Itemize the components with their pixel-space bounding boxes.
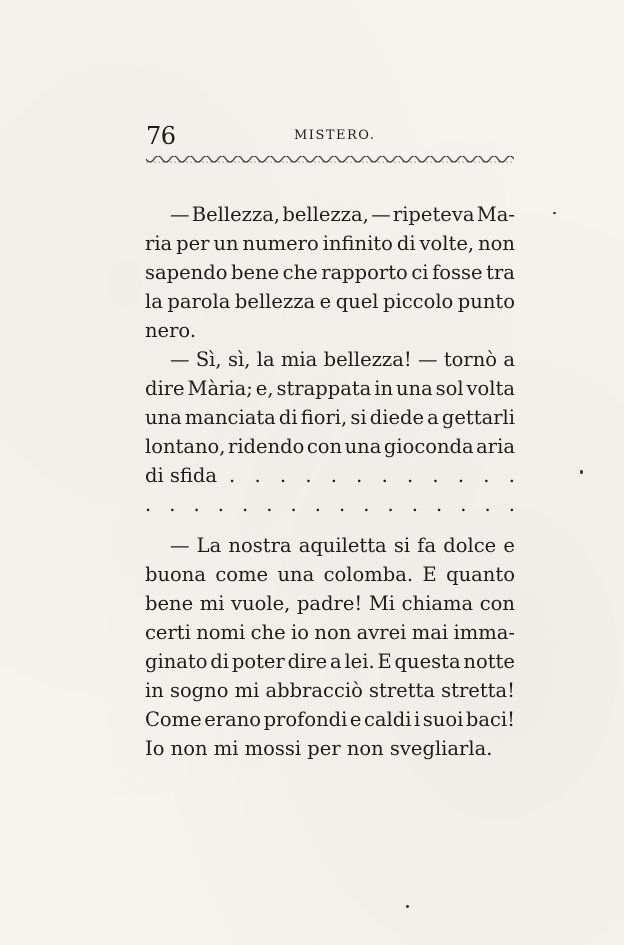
word: a [329, 650, 342, 673]
text-line [145, 229, 515, 258]
word: nostra [228, 534, 292, 557]
word: rapporto [321, 261, 408, 284]
text-line: nero. [145, 319, 197, 342]
ellipsis-dot: . [169, 493, 176, 516]
word: caldi [363, 708, 412, 731]
ellipsis-dot: . [254, 464, 261, 487]
word: questa [394, 650, 461, 673]
word: diede [369, 406, 425, 429]
word: Sì, [195, 348, 222, 371]
ellipsis-dots [229, 461, 515, 490]
ellipsis-row [145, 490, 515, 519]
text-line [145, 200, 515, 229]
word: notte [463, 650, 515, 673]
ellipsis-dot: . [266, 493, 273, 516]
word: gettarli [441, 406, 515, 429]
word: bellezza! [323, 348, 412, 371]
word: quel [335, 290, 379, 313]
word: mi [234, 679, 260, 702]
ellipsis-dot: . [279, 464, 287, 487]
word: abbracciò [265, 679, 363, 702]
text-line [145, 403, 515, 432]
word: profondi [263, 708, 348, 731]
word: a [427, 406, 439, 429]
word: baci! [465, 708, 515, 731]
word: — [170, 203, 190, 226]
ellipsis-dot: . [314, 493, 321, 516]
word: e [349, 708, 362, 731]
word: bellezza [234, 290, 316, 313]
word: nomi [196, 621, 246, 644]
word: — [170, 534, 190, 557]
word: i [414, 708, 421, 731]
word: ridendo [228, 435, 305, 458]
ellipsis-dot: . [363, 493, 370, 516]
text-line [145, 287, 515, 316]
word: si [350, 406, 367, 429]
word: dolce [443, 534, 497, 557]
word: — [418, 348, 438, 371]
word: sogno [169, 679, 229, 702]
word: con [306, 435, 343, 458]
text-line [145, 432, 515, 461]
text-line-with-ellipsis [145, 461, 515, 490]
word: si [393, 534, 411, 557]
word: una [344, 435, 382, 458]
ellipsis-dot: . [483, 464, 490, 487]
word: La [196, 534, 222, 557]
ellipsis-dot: . [432, 464, 439, 487]
word: sì, [227, 348, 251, 371]
text-line [145, 345, 515, 374]
page-number: 76 [146, 122, 176, 150]
ellipsis-dot: . [145, 493, 152, 516]
word: sol [435, 377, 464, 400]
word: Mària; [187, 377, 253, 400]
word: tornò [443, 348, 498, 371]
word: a [503, 348, 515, 371]
ellipsis-dot: . [436, 493, 443, 516]
word: io [291, 621, 310, 644]
word: di [396, 232, 416, 255]
word: imma- [453, 621, 515, 644]
word: poter [231, 650, 285, 673]
word: in [145, 679, 164, 702]
word: fiori, [300, 406, 348, 429]
word: erano [204, 708, 262, 731]
word: la [145, 290, 163, 313]
text-line [145, 531, 515, 560]
word: avrei [356, 621, 407, 644]
scan-speck [406, 905, 409, 908]
word: E [422, 563, 437, 586]
word: piccolo [383, 290, 454, 313]
word: buona [145, 563, 206, 586]
ellipsis-dot: . [193, 493, 200, 516]
text-line [145, 258, 515, 287]
ellipsis-dot: . [339, 493, 346, 516]
word: strappata [276, 377, 372, 400]
word: in [374, 377, 394, 400]
word: di [278, 406, 298, 429]
ellipsis-dot: . [229, 464, 236, 487]
word: bene [145, 592, 194, 615]
ellipsis-dot: . [457, 464, 465, 487]
word: suoi [422, 708, 464, 731]
word: come [215, 563, 269, 586]
word: padre! [296, 592, 363, 615]
word: di [210, 650, 230, 673]
word: che [250, 621, 286, 644]
word: e, [255, 377, 274, 400]
decorative-rule [146, 156, 514, 166]
word: parola [167, 290, 231, 313]
word: dire [287, 650, 328, 673]
word: punto [457, 290, 515, 313]
word: stretta [368, 679, 435, 702]
word: e [319, 290, 332, 313]
word: ria [145, 232, 173, 255]
word: con [479, 592, 515, 615]
word: Ma- [476, 203, 515, 226]
word: non [478, 232, 515, 255]
word: bene [230, 261, 280, 284]
text-line [145, 560, 515, 589]
word: manciata [184, 406, 276, 429]
ellipsis-dot: . [290, 493, 297, 516]
word: volte, [419, 232, 475, 255]
text-line: Io non mi mossi per non svegliarla. [145, 737, 493, 760]
word: — [371, 203, 391, 226]
text-line [145, 705, 515, 734]
ellipsis-dot: . [217, 493, 224, 516]
text-line [145, 589, 515, 618]
word: aquiletta [298, 534, 387, 557]
word: Bellezza, [191, 203, 281, 226]
word: stretta! [441, 679, 515, 702]
word: mia [280, 348, 318, 371]
ellipsis-dot: . [381, 464, 388, 487]
word: mai [411, 621, 449, 644]
body-text [145, 200, 515, 763]
running-title: MISTERO. [294, 128, 376, 143]
scan-speck [580, 470, 583, 474]
word: una [395, 377, 433, 400]
ellipsis-dot: . [242, 493, 249, 516]
word: una [145, 406, 182, 429]
word: Mi [368, 592, 396, 615]
word: chiama [401, 592, 474, 615]
word: tra [486, 261, 515, 284]
word: E [377, 650, 392, 673]
text-line [145, 618, 515, 647]
word: che [282, 261, 318, 284]
ellipsis-dot: . [484, 493, 491, 516]
ellipsis-dot: . [356, 464, 363, 487]
ellipsis-dot: . [387, 493, 394, 516]
page-header [144, 122, 514, 152]
word: certi [145, 621, 191, 644]
word: sapendo [145, 261, 228, 284]
word: lontano, [145, 435, 226, 458]
word: un [213, 232, 239, 255]
word: dire [145, 377, 185, 400]
word: fa [417, 534, 437, 557]
word: vuole, [231, 592, 291, 615]
word: e [503, 534, 515, 557]
word: colomba. [323, 563, 414, 586]
word: ripeteva [392, 203, 475, 226]
word: bellezza, [282, 203, 369, 226]
trailing-text: di sfida [145, 464, 218, 487]
word: — [170, 348, 190, 371]
word: aria [476, 435, 515, 458]
ellipsis-dot: . [411, 493, 418, 516]
word: infinito [322, 232, 393, 255]
ellipsis-dot: . [508, 464, 515, 487]
word: lei. [344, 650, 375, 673]
word: la [256, 348, 275, 371]
word: quanto [446, 563, 515, 586]
ellipsis-dot: . [460, 493, 467, 516]
word: gioconda [383, 435, 474, 458]
text-line [145, 647, 515, 676]
word: ci [411, 261, 429, 284]
scan-speck [553, 212, 556, 214]
ellipsis-dot: . [330, 464, 337, 487]
word: Come [145, 708, 202, 731]
ellipsis-dot: . [407, 464, 414, 487]
ellipsis-dot: . [305, 464, 312, 487]
word: per [176, 232, 210, 255]
word: ginato [145, 650, 208, 673]
text-line [145, 676, 515, 705]
word: numero [242, 232, 319, 255]
ellipsis-dot: . [508, 493, 515, 516]
word: non [314, 621, 352, 644]
word: mi [199, 592, 225, 615]
word: volta [466, 377, 515, 400]
text-line [145, 374, 515, 403]
word: fosse [432, 261, 483, 284]
word: una [277, 563, 315, 586]
